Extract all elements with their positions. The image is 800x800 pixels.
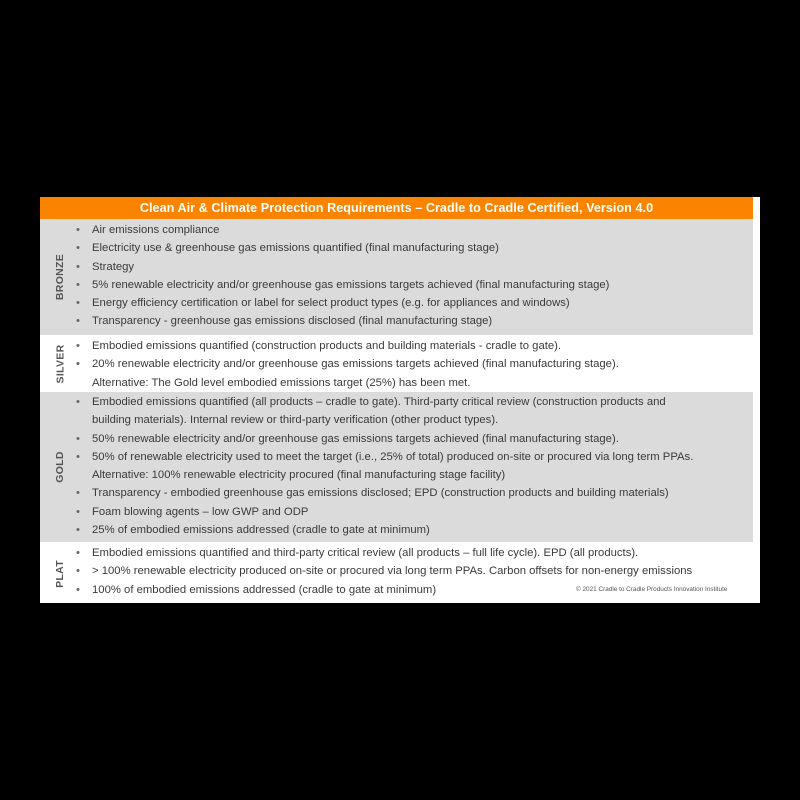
tier-silver (40, 337, 753, 390)
list-item: • Electricity use & greenhouse gas emissions quantified (final manufacturing stage) (76, 239, 753, 257)
list-item: • 50% renewable electricity and/or greenhouse gas emissions targets achieved (final manufacturing stage). (76, 430, 753, 448)
list-item: • 5% renewable electricity and/or greenhouse gas emissions targets achieved (final manufacturing stage) (76, 276, 753, 294)
list-item: • > 100% renewable electricity produced on-site or procured via long term PPAs. Carbon offsets for non-energy emissions (76, 562, 753, 580)
list-item: • 20% renewable electricity and/or greenhouse gas emissions targets achieved (final manufacturing stage). Alternative: The Gold level embodied emissions target (25%) has been met. (76, 355, 753, 392)
list-item: • Energy efficiency certification or label for select product types (e.g. for appliances and windows) (76, 294, 753, 312)
requirement-list (76, 221, 753, 331)
list-item: • Foam blowing agents – low GWP and ODP (76, 503, 753, 521)
list-item: • Transparency - embodied greenhouse gas emissions disclosed; EPD (construction products and building materials) (76, 484, 753, 502)
list-item: • Embodied emissions quantified (construction products and building materials - cradle to gate). (76, 337, 753, 355)
tier-label: GOLD (54, 451, 66, 483)
tier-label: PLAT (54, 559, 66, 588)
list-item: • 50% of renewable electricity used to meet the target (i.e., 25% of total) produced on-site or procured via long term PPAs. Alternative: 100% renewable electricity procured (final manufacturing stage facility) (76, 448, 753, 485)
table-title: Clean Air & Climate Protection Requirements – Cradle to Cradle Certified, Version 4.0 (40, 197, 753, 219)
tier-platinum (40, 544, 753, 603)
list-item: • Transparency - greenhouse gas emissions disclosed (final manufacturing stage) (76, 312, 753, 330)
requirements-table (40, 197, 760, 603)
copyright-notice: © 2021 Cradle to Cradle Products Innovation Institute (576, 586, 728, 593)
list-item: • Embodied emissions quantified and third-party critical review (all products – full life cycle). EPD (all products). (76, 544, 753, 562)
list-item: • 100% of embodied emissions addressed (cradle to gate at minimum) (76, 581, 753, 599)
tier-gold (40, 392, 753, 542)
list-item: • Air emissions compliance (76, 221, 753, 239)
requirement-list (76, 337, 753, 392)
list-item: • Embodied emissions quantified (all products – cradle to gate). Third-party critical review (construction products and building materials). Internal review or third-party verification (other product types). (76, 393, 753, 430)
list-item: • Strategy (76, 258, 753, 276)
tier-bronze (40, 219, 753, 335)
list-item: • 25% of embodied emissions addressed (cradle to gate at minimum) (76, 521, 753, 539)
tier-label: BRONZE (54, 253, 67, 301)
requirement-list (76, 393, 753, 539)
tier-label: SILVER (53, 344, 66, 383)
